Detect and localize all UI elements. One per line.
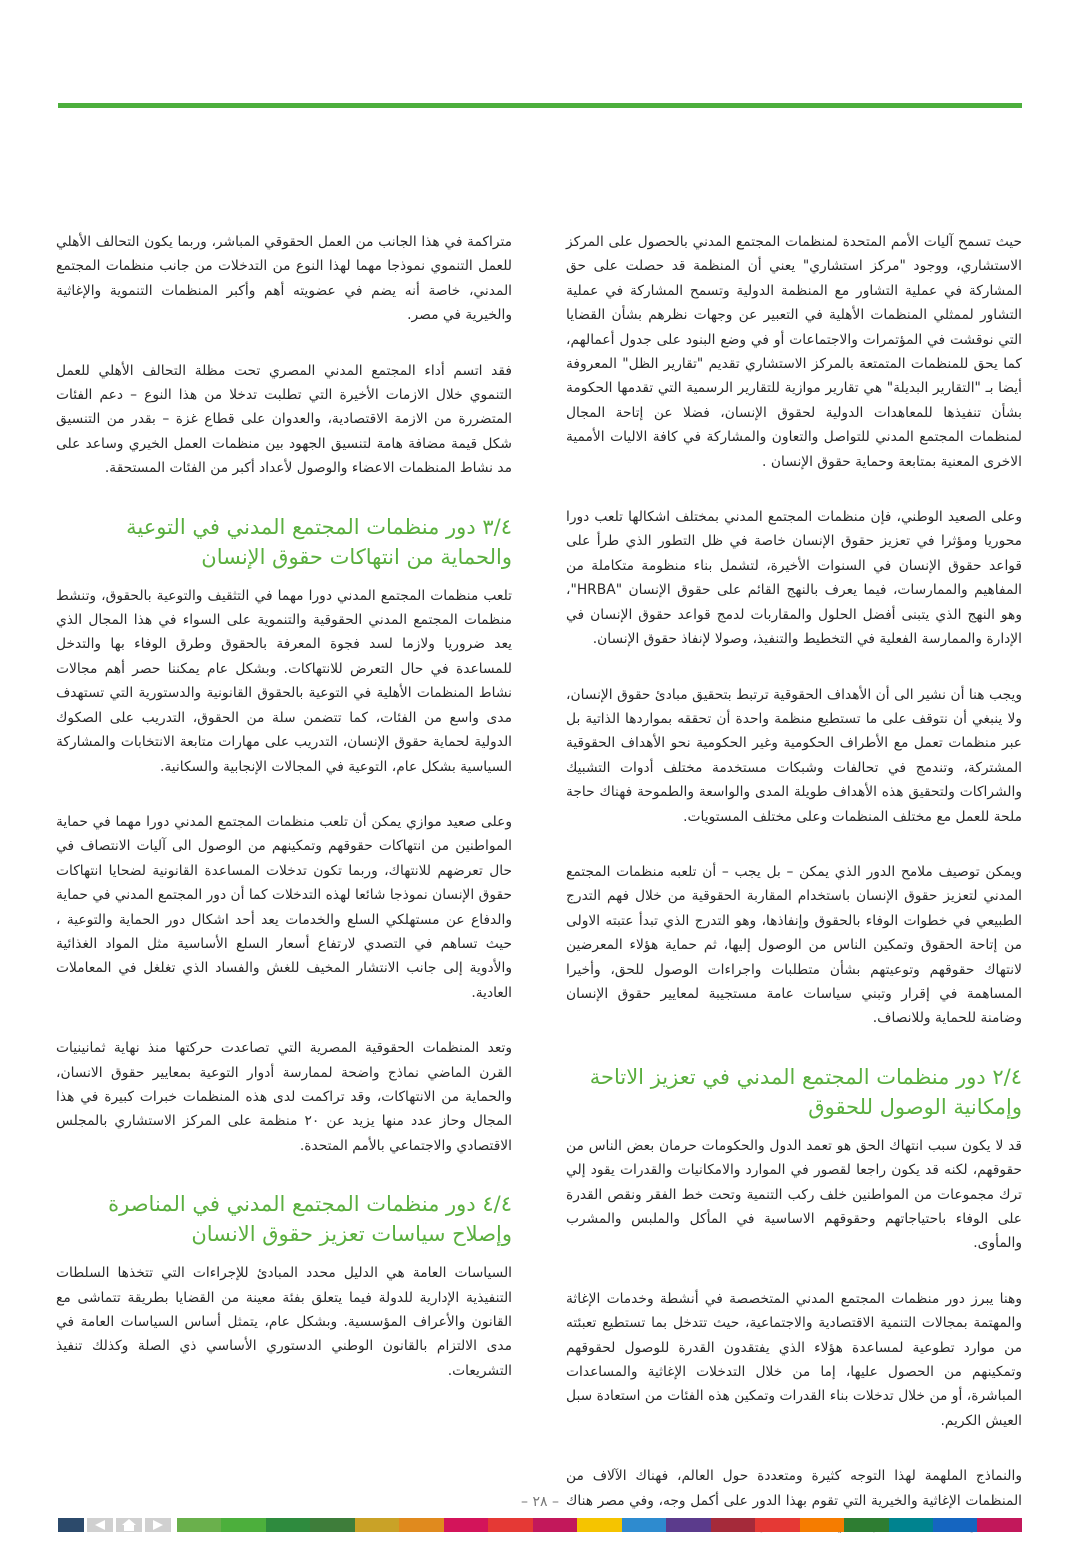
paragraph: وعلى صعيد موازي يمكن أن تلعب منظمات المجتمع المدني دورا مهما في حماية المواطنين من انتهاكات حقوقهم وتمكينهم من الوصول الى آليات الانتصاف في حال تعرضهم للانتهاك، وربما تكون تدخلات المساعدة القانونية لضحايا انتهاكات حقوق الإنسان نموذجا شائعا لهذه التدخلات كما أن دور المجتمع المدني في حماية والدفاع عن مستهلكي السلع والخدمات يعد أحد اشكال دور الحماية والتوعية ، حيث تساهم في التصدي لارتفاع أسعار السلع الأساسية مثل المواد الغذائية والأدوية إلى جانب الانتشار المخيف للغش والفساد الذي تغلغل في المعاملات العادية. [56,813,512,1001]
paragraph: ويمكن توصيف ملامح الدور الذي يمكن – بل يجب – أن تلعبه منظمات المجتمع المدني لتعزيز حقوق الإنسان باستخدام المقاربة الحقوقية من خلال فهم التدرج الطبيعي في خطوات الوفاء بالحقوق وإنفاذها، وهو التدرج الذي تبدأ عتبته الاولى من إتاحة الحقوق وتمكين الناس من الوصول إليها، ثم حماية هؤلاء المعرضين لانتهاك حقوقهم وتوعيتهم بشأن متطلبات واجراءات الوصول للحق، وأخيرا المساهمة في إقرار وتبني سياسات عامة مستجيبة لمعايير حقوق الإنسان وضامنة للحماية وللانصاف. [566,863,1022,1027]
page-number: – ٢٨ – [521,1494,559,1510]
color-strip-segment [666,1518,710,1532]
section-heading-2-4: ٢/٤ دور منظمات المجتمع المدني في تعزيز الاتاحة وإمكانية الوصول للحقوق [589,1064,1022,1119]
home-icon[interactable] [116,1518,142,1532]
footer-bar [58,1518,1022,1532]
color-strip-segment [577,1518,621,1532]
right-column [566,230,1022,1568]
section-heading-3-4: ٣/٤ دور منظمات المجتمع المدني في التوعية والحماية من انتهاكات حقوق الإنسان [126,514,512,569]
color-strip-segment [266,1518,310,1532]
color-strip-segment [310,1518,354,1532]
paragraph: فقد اتسم أداء المجتمع المدني المصري تحت مظلة التحالف الأهلي للعمل التنموي خلال الازمات الأخيرة التي تطلبت تدخلا من هذا النوع – دعم الفئات المتضررة من الازمة الاقتصادية، والعدوان على قطاع غزة – بقدر من التنسيق شكل قيمة مضافة هامة لتنسيق الجهود بين منظمات العمل الخيري وساعد على مد نشاط المنظمات الاعضاء والوصول لأعداد أكبر من الفئات المستحقة. [56,362,512,477]
color-strip-segment [355,1518,399,1532]
color-strip-segment [488,1518,532,1532]
color-strip-segment [977,1518,1021,1532]
paragraph: وتعد المنظمات الحقوقية المصرية التي تصاعدت حركتها منذ نهاية ثمانينيات القرن الماضي نماذج واضحة لممارسة أدوار التوعية بمعايير حقوق الانسان، والحماية من الانتهاكات، وقد تراكمت لدى هذه المنظمات خبرات كبيرة في هذا المجال وحاز عدد منها يزيد عن ٢٠ منظمة على المركز الاستشاري بالمجلس الاقتصادي والاجتماعي بالأمم المتحدة. [56,1040,512,1154]
color-strip-segment [711,1518,755,1532]
top-rule [58,103,1022,108]
color-strip-segment [755,1518,799,1532]
color-strip-segment [533,1518,577,1532]
paragraph: والنماذج الملهمة لهذا التوجه كثيرة ومتعددة حول العالم، فهناك الآلاف من المنظمات الإغاثية والخيرية التي تقوم بهذا الدور على أكمل وجه، وفي مصر هناك [566,1468,1022,1509]
square-icon[interactable] [58,1518,84,1532]
paragraph: ويجب هنا أن نشير الى أن الأهداف الحقوقية ترتبط بتحقيق مبادئ حقوق الإنسان، ولا ينبغي أن نتوقف على ما تستطيع منظمة واحدة أن تحققه بمواردها الذاتية بل عبر منظمات تعمل مع الأطراف الحكومية وغير الحكومية نحو الأهداف الحقوقية المشتركة، وتندمج في تحالفات وشبكات مستخدمة مختلف أدوات التشبيك والشراكات ولتحقيق هذه الأهداف طويلة المدى والواسعة والطموحة فهناك حاجة ملحة للعمل مع مختلف المنظمات وعلى مختلف المستويات. [566,686,1022,825]
next-arrow-icon[interactable] [145,1518,171,1532]
paragraph: وعلى الصعيد الوطني، فإن منظمات المجتمع المدني بمختلف اشكالها تلعب دورا محوريا ومؤثرا في تعزيز حقوق الإنسان خاصة في ظل التطور الذي طرأ على قواعد حقوق الإنسان في السنوات الأخيرة، لتشمل بناء منظومة متكاملة من المفاهيم والممارسات، فيما يعرف بالنهج القائم على حقوق الإنسان "HRBA"، وهو النهج الذي يتبنى أفضل الحلول والمقاربات لدمج قواعد حقوق الإنسان في الإدارة والممارسة الفعلية في التخطيط والتنفيذ، وصولا لإنفاذ حقوق الإنسان. [566,509,1022,648]
color-strip-segment [844,1518,888,1532]
color-strip-segment [399,1518,443,1532]
paragraph: قد لا يكون سبب انتهاك الحق هو تعمد الدول والحكومات حرمان بعض الناس من حقوقهم، لكنه قد يكون راجعا لقصور في الموارد والامكانيات والقدرات يقود إلي ترك مجموعات من المواطنين خلف ركب التنمية وتحت خط الفقر ونقص القدرة على الوفاء باحتياجاتهم وحقوقهم الاساسية في المأكل والملبس والمشرب والمأوى. [566,1137,1022,1252]
paragraph: السياسات العامة هي الدليل محدد المبادئ للإجراءات التي تتخذها السلطات التنفيذية الإدارية للدولة فيما يتعلق بفئة معينة من القضايا بطريقة تتماشى مع القانون والأعراف المؤسسية. وبشكل عام، يتمثل أساس السياسات العامة في مدى الالتزام بالقانون الوطني الدستوري الأساسي ذي الصلة وكذلك تنفيذ التشريعات. [56,1265,512,1379]
color-strip-segment [800,1518,844,1532]
color-strip-segment [444,1518,488,1532]
color-strip [177,1518,1022,1532]
prev-arrow-icon[interactable] [87,1518,113,1532]
paragraph: تلعب منظمات المجتمع المدني دورا مهما في التثقيف والتوعية بالحقوق، وتنشط منظمات المجتمع المدني الحقوقية والتنموية على السواء في هذا المجال الذي يعد ضروريا ولازما لسد فجوة المعرفة بالحقوق وطرق الوفاء بها والتدخل للمساعدة في حال التعرض للانتهاكات. وبشكل عام يمكننا حصر أهم مجالات نشاط المنظمات الأهلية في التوعية بالحقوق القانونية والدستورية التي تستهدف مدى واسع من الفئات، كما تتضمن سلة من الحقوق، التدريب على الصكوك الدولية لحماية حقوق الإنسان، التدريب على مهارات متابعة الانتخابات والمشاركة السياسية بشكل عام، التوعية في المجالات الإنجابية والسكانية. [56,587,512,775]
color-strip-segment [177,1518,221,1532]
left-column [56,230,512,1414]
paragraph: متراكمة في هذا الجانب من العمل الحقوقي المباشر، وربما يكون التحالف الأهلي للعمل التنموي نموذجا مهما لهذا النوع من التدخلات من جانب منظمات المجتمع المدني، خاصة أنه يضم في عضويته أهم وأكبر المنظمات التنموية والإغاثية والخيرية في مصر. [56,234,512,324]
color-strip-segment [221,1518,265,1532]
color-strip-segment [933,1518,977,1532]
section-heading-4-4: ٤/٤ دور منظمات المجتمع المدني في المناصرة وإصلاح سياسات تعزيز حقوق الانسان [108,1192,512,1247]
paragraph: حيث تسمح آليات الأمم المتحدة لمنظمات المجتمع المدني بالحصول على المركز الاستشاري، ووجود "مركز استشاري" يعني أن المنظمة قد حصلت على حق المشاركة في عملية التشاور مع المنظمة الدولية وتسمح المشاركة في عملية التشاور لممثلي المنظمات الأهلية في التعبير عن وجهات نظرهم بشأن القضايا التي نوقشت في المؤتمرات والاجتماعات أو في وضع البنود على جدول أعمالهم، كما يحق للمنظمات المتمتعة بالمركز الاستشاري تقديم "تقارير الظل" المعروفة أيضا بـ "التقارير البديلة" هي تقارير موازية للتقارير الرسمية التي تقدمها الحكومة بشأن تنفيذها للمعاهدات الدولية لحقوق الإنسان، فضلا عن إتاحة المجال لمنظمات المجتمع المدني للتواصل والتعاون والمشاركة في كافة الاليات الأممية الاخرى المعنية بمتابعة وحماية حقوق الإنسان . [566,234,1022,470]
footer-nav [58,1518,171,1532]
paragraph: وهنا يبرز دور منظمات المجتمع المدني المتخصصة في أنشطة وخدمات الإغاثة والمهتمة بمجالات التنمية الاقتصادية والاجتماعية، حيث تتدخل بما تستطيع تعبئته من موارد تطوعية لمساعدة هؤلاء الذي يفتقدون القدرة للوصول لحقوقهم وتمكينهم من الحصول عليها، إما من خلال التدخلات الإغاثية والمساعدات المباشرة، أو من خلال تدخلات بناء القدرات وتمكين هذه الفئات من استعادة سبل العيش الكريم. [566,1290,1022,1429]
color-strip-segment [622,1518,666,1532]
color-strip-segment [889,1518,933,1532]
